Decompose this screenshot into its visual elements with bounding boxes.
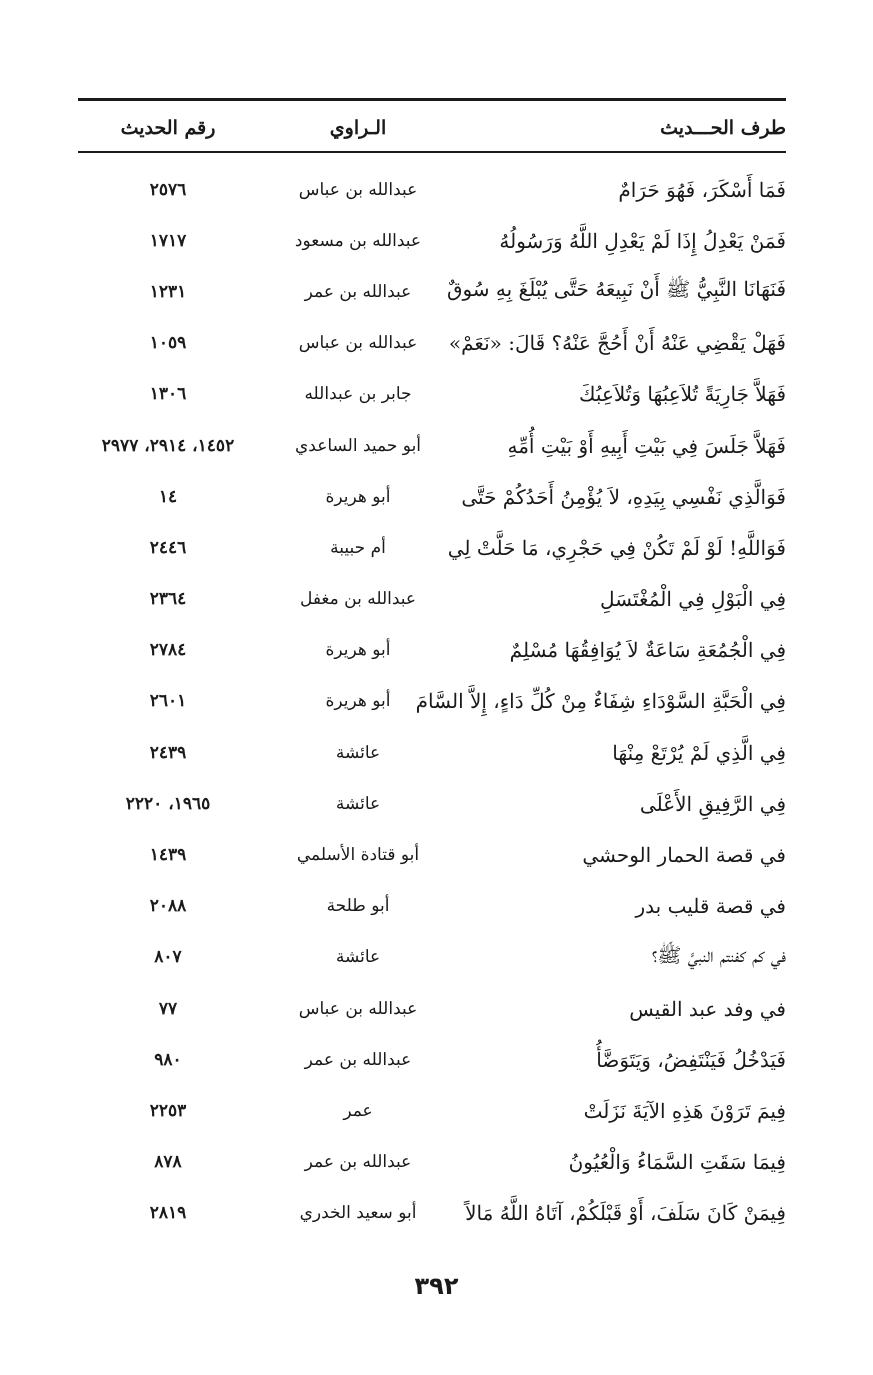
hadith-number: ١٣٠٦	[149, 384, 187, 405]
hadith-number: ٢٤٣٩	[149, 742, 187, 763]
table-row	[78, 522, 786, 573]
hadith-number: ١٩٦٥، ٢٢٢٠	[125, 793, 211, 814]
table-row	[78, 369, 786, 420]
hadith-opening: في وفد عبد القيس	[629, 996, 786, 1021]
hadith-number: ١٤٣٩	[149, 845, 187, 866]
table-row	[78, 1085, 786, 1136]
hadith-opening: فِي الْحَبَّةِ السَّوْدَاءِ شِفَاءٌ مِنْ كُلِّ دَاءٍ، إِلاَّ السَّامَ	[415, 689, 786, 714]
narrator: عبدالله بن عمر	[304, 281, 412, 302]
hadith-opening: فَيَدْخُلُ فَيَنْتَفِضُ، وَيَتَوَضَّأُ	[596, 1047, 786, 1072]
top-rule	[78, 98, 786, 101]
hadith-opening: فِيمَا سَقَتِ السَّمَاءُ وَالْعُيُونُ	[568, 1150, 786, 1175]
narrator: عبدالله بن عباس	[298, 333, 418, 354]
hadith-number: ٧٧	[158, 998, 178, 1019]
table-row	[78, 983, 786, 1034]
hadith-number: ١٠٥٩	[149, 333, 187, 354]
narrator: أبو هريرة	[325, 691, 391, 712]
narrator: عمر	[343, 1100, 373, 1121]
hadith-number: ١٤٥٢، ٢٩١٤، ٢٩٧٧	[101, 435, 235, 456]
narrator: أبو هريرة	[325, 486, 391, 507]
hadith-number: ٢٤٤٦	[149, 537, 187, 558]
table-row	[78, 881, 786, 932]
table-row	[78, 625, 786, 676]
table-row	[78, 266, 786, 317]
hadith-opening: في قصة قليب بدر	[635, 894, 786, 919]
hadith-number: ٨٧٨	[154, 1152, 182, 1173]
hadith-opening: في كم كفنتم النبيَّ ﷺ؟	[651, 942, 786, 967]
hadith-opening: فِي الْجُمُعَةِ سَاعَةٌ لاَ يُوَافِقُهَا مُسْلِمٌ	[509, 638, 786, 663]
hadith-number: ٢٠٨٨	[149, 896, 187, 917]
hadith-opening: فَمَنْ يَعْدِلُ إِذَا لَمْ يَعْدِلِ اللَّهُ وَرَسُولُهُ	[499, 228, 786, 253]
hadith-opening: فَهَلْ يَقْضِي عَنْهُ أَنْ أَحُجَّ عَنْهُ؟ قَالَ: «نَعَمْ»	[448, 331, 786, 356]
narrator: عبدالله بن عباس	[298, 179, 418, 200]
hadith-number: ٢٨١٩	[149, 1203, 187, 1224]
table-row	[78, 164, 786, 215]
narrator: أبو طلحة	[326, 896, 390, 917]
table-row	[78, 471, 786, 522]
table-row	[78, 574, 786, 625]
narrator: عبدالله بن عمر	[304, 1049, 412, 1070]
table-row	[78, 932, 786, 983]
table-header	[78, 112, 786, 144]
table-row	[78, 1188, 786, 1239]
table-row	[78, 420, 786, 471]
hadith-opening: فَنَهَانَا النَّبِيُّ ﷺ أَنْ نَبِيعَهُ حَتَّى يُبْلَغَ بِهِ سُوقٌ	[446, 277, 786, 302]
hadith-opening: فِي الرَّفِيقِ الأَعْلَى	[639, 791, 786, 816]
hadith-number: ١٧١٧	[149, 230, 187, 251]
narrator: أبو هريرة	[325, 640, 391, 661]
hadith-opening: فَوَاللَّهِ! لَوْ لَمْ تَكُنْ فِي حَجْرِي، مَا حَلَّتْ لِي	[447, 535, 786, 560]
table-row	[78, 1034, 786, 1085]
hadith-index-table	[78, 164, 786, 1239]
hadith-opening: فَهَلاَّ جَارِيَةً تُلاَعِبُهَا وَتُلاَعِبُكَ	[579, 382, 786, 407]
hadith-number: ٢٧٨٤	[149, 640, 187, 661]
table-row	[78, 778, 786, 829]
hadith-number: ٢٢٥٣	[149, 1100, 187, 1121]
hadith-opening: في قصة الحمار الوحشي	[582, 843, 786, 868]
narrator: عبدالله بن مسعود	[294, 230, 422, 251]
table-row	[78, 318, 786, 369]
header-hadith-number: رقم الحديث	[120, 117, 216, 139]
table-row	[78, 727, 786, 778]
narrator: أبو سعيد الخدري	[299, 1203, 417, 1224]
narrator: عبدالله بن عمر	[304, 1152, 412, 1173]
hadith-opening: فِيمَ تَرَوْنَ هَذِهِ الآيَةَ نَزَلَتْ	[583, 1098, 786, 1123]
narrator: عائشة	[335, 742, 381, 763]
header-hadith-opening: طرف الحـــديث	[660, 117, 786, 139]
table-row	[78, 829, 786, 880]
hadith-number: ٢٦٠١	[149, 691, 187, 712]
hadith-number: ١٤	[158, 486, 178, 507]
hadith-opening: فِي الْبَوْلِ فِي الْمُغْتَسَلِ	[600, 587, 786, 612]
narrator: أبو حميد الساعدي	[294, 435, 422, 456]
hadith-number: ٩٨٠	[154, 1049, 182, 1070]
narrator: جابر بن عبدالله	[304, 384, 412, 405]
hadith-number: ٢٣٦٤	[149, 589, 187, 610]
table-row	[78, 215, 786, 266]
hadith-number: ٨٠٧	[154, 947, 182, 968]
hadith-number: ١٢٣١	[149, 281, 187, 302]
hadith-opening: فَوَالَّذِي نَفْسِي بِيَدِهِ، لاَ يُؤْمِنُ أَحَدُكُمْ حَتَّى	[461, 484, 786, 509]
narrator: عائشة	[335, 947, 381, 968]
hadith-opening: فَمَا أَسْكَرَ، فَهُوَ حَرَامٌ	[618, 177, 786, 202]
hadith-number: ٢٥٧٦	[149, 179, 187, 200]
header-narrator: الـراوي	[329, 117, 387, 139]
page-number: ٣٩٢	[414, 1272, 459, 1300]
hadith-opening: فِيمَنْ كَانَ سَلَفَ، أَوْ قَبْلَكُمْ، آتَاهُ اللَّهُ مَالاً	[465, 1201, 786, 1226]
table-row	[78, 1137, 786, 1188]
narrator: عبدالله بن عباس	[298, 998, 418, 1019]
narrator: عبدالله بن مغفل	[299, 589, 417, 610]
hadith-opening: فِي الَّذِي لَمْ يُرْتَعْ مِنْهَا	[612, 740, 786, 765]
hadith-opening: فَهَلاَّ جَلَسَ فِي بَيْتِ أَبِيهِ أَوْ بَيْتِ أُمِّهِ	[507, 433, 786, 458]
narrator: أم حبيبة	[330, 537, 386, 558]
narrator: عائشة	[335, 793, 381, 814]
table-row	[78, 676, 786, 727]
header-rule	[78, 151, 786, 153]
narrator: أبو قتادة الأسلمي	[296, 845, 420, 866]
